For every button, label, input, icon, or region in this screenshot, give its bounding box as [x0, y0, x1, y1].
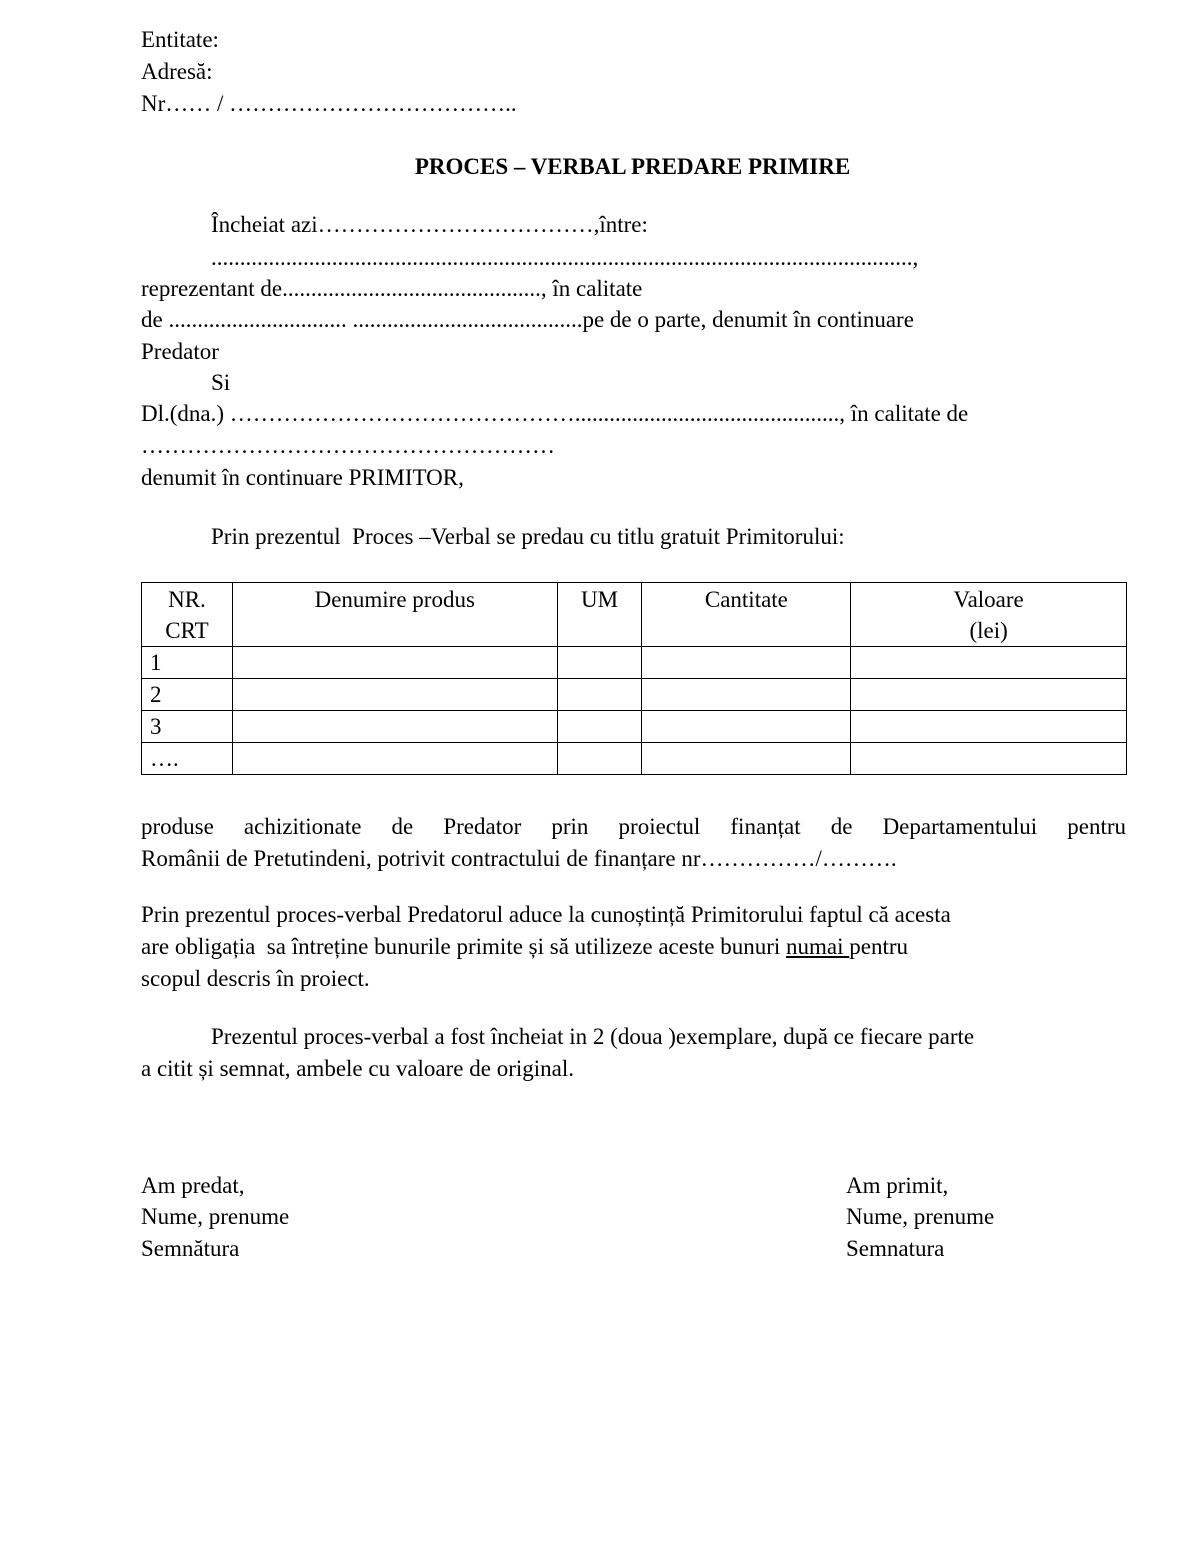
cell-product [232, 647, 557, 679]
cell-product [232, 743, 557, 775]
products-table [141, 582, 1127, 775]
table-row [142, 711, 1127, 743]
copies-line-1: Prezentul proces-verbal a fost încheiat in 2 (doua )exemplare, după ce fiecare parte [211, 1024, 975, 1049]
table-header-row [142, 583, 1127, 647]
obligation-text-b: pentru [849, 934, 909, 959]
copies-line-2: a citit și semnat, ambele cu valoare de original. [141, 1056, 575, 1081]
obligation-line-3: scopul descris în proiect. [141, 966, 370, 991]
entity-label: Entitate: [141, 27, 219, 52]
document-title: PROCES – VERBAL PREDARE PRIMIRE [414, 154, 851, 179]
cell-value [851, 679, 1127, 711]
cell-um [557, 711, 642, 743]
header-value: Valoare (lei) [851, 583, 1127, 647]
received-name-label: Nume, prenume [846, 1204, 995, 1229]
cell-um [557, 679, 642, 711]
representative-line: reprezentant de............................................., în calitate [141, 276, 643, 301]
cell-nr: 1 [142, 647, 233, 679]
cell-quantity [642, 647, 851, 679]
handed-over-label: Am predat, [141, 1173, 245, 1198]
transfer-sentence: Prin prezentul Proces –Verbal se predau cu titlu gratuit Primitorului: [211, 524, 845, 549]
received-label: Am primit, [846, 1173, 949, 1198]
table-row [142, 647, 1127, 679]
mr-mrs-line: Dl.(dna.) ……………………………………….............................................., în calitate de [141, 401, 969, 426]
cell-quantity [642, 679, 851, 711]
cell-um [557, 743, 642, 775]
received-signature-label: Semnatura [846, 1236, 945, 1261]
handed-over-signature-label: Semnătura [141, 1236, 240, 1261]
handed-over-name-label: Nume, prenume [141, 1204, 290, 1229]
cell-um [557, 647, 642, 679]
capacity-line: de ............................... ........................................pe de o parte, denumit în continuare [141, 307, 914, 332]
cell-nr: …. [142, 743, 233, 775]
address-label: Adresă: [141, 59, 213, 84]
cell-product [232, 679, 557, 711]
obligation-text-a: are obligația sa întreține bunurile primite și să utilizeze aceste bunuri [141, 934, 787, 959]
products-paragraph-line: Românii de Pretutindeni, potrivit contractului de finanțare nr……………/………. [141, 845, 897, 871]
table-row [142, 743, 1127, 775]
products-paragraph-line: produse achizitionate de Predator prin proiectul finanțat de Departamentului pentru [141, 814, 1126, 839]
header-nr-crt: NR. CRT [142, 583, 233, 647]
obligation-line-1: Prin prezentul proces-verbal Predatorul aduce la cunoștință Primitorului faptul că acesta [141, 902, 951, 927]
obligation-line-2 [141, 933, 908, 961]
underlined-word: numai [786, 934, 850, 959]
cell-value [851, 647, 1127, 679]
and-word: Si [211, 370, 231, 395]
cell-value [851, 743, 1127, 775]
header-um: UM [557, 583, 642, 647]
header-product-name: Denumire produs [232, 583, 557, 647]
header-quantity: Cantitate [642, 583, 851, 647]
document-number-line: Nr…… / ……………………………….. [141, 91, 517, 116]
cell-product [232, 711, 557, 743]
party-dots-line: .........................................................................................................................., [211, 245, 919, 270]
concluded-date-line: Încheiat azi………………………………,între: [211, 212, 648, 237]
cell-quantity [642, 743, 851, 775]
products-paragraph [141, 811, 1126, 874]
cell-nr: 3 [142, 711, 233, 743]
cell-quantity [642, 711, 851, 743]
predator-word: Predator [141, 339, 219, 364]
receiver-line: denumit în continuare PRIMITOR, [141, 465, 464, 490]
capacity-dots-line: ……………………………………………… [141, 433, 555, 458]
table-row [142, 679, 1127, 711]
cell-nr: 2 [142, 679, 233, 711]
cell-value [851, 711, 1127, 743]
